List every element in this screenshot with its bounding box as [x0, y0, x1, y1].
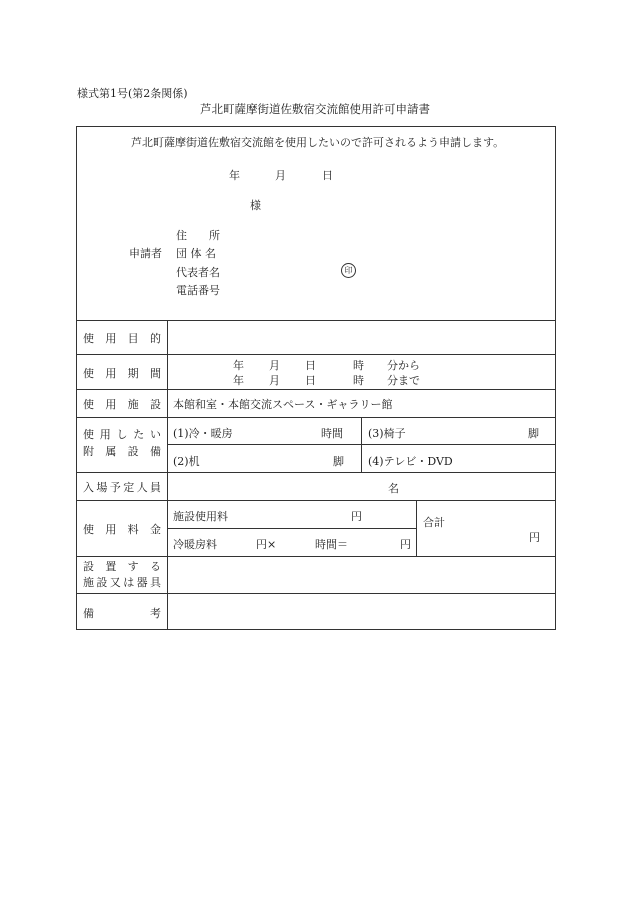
divider [77, 389, 555, 390]
form-number: 様式第1号(第2条関係) [77, 87, 188, 100]
period-from-minute: 分から [387, 359, 420, 372]
field-representative: 代表者名 [176, 266, 220, 279]
addressee-suffix: 様 [250, 199, 261, 212]
equipment-chairs: (3)椅子 [368, 427, 406, 440]
period-from-year: 年 [233, 359, 244, 372]
period-from-day: 日 [305, 359, 316, 372]
equipment-tv-dvd: (4)テレビ・DVD [368, 455, 453, 468]
application-form-table [76, 126, 556, 630]
fee-facility-label: 施設使用料 [173, 510, 228, 523]
divider [167, 528, 416, 529]
equipment-ac-unit: 時間 [321, 427, 343, 440]
remarks-label: 備考 [83, 607, 161, 620]
label-column-divider [167, 320, 168, 629]
equipment-desks-unit: 脚 [333, 455, 344, 468]
period-to-day: 日 [305, 374, 316, 387]
attendance-unit: 名 [388, 482, 399, 495]
facility-label: 使用施設 [83, 398, 161, 411]
divider [361, 417, 362, 472]
period-to-hour: 時 [353, 374, 364, 387]
purpose-label: 使用目的 [83, 332, 161, 345]
divider [77, 593, 555, 594]
fee-facility-unit: 円 [351, 510, 362, 523]
date-month-label: 月 [275, 169, 286, 182]
period-from-hour: 時 [353, 359, 364, 372]
date-year-label: 年 [229, 169, 240, 182]
application-statement: 芦北町薩摩街道佐敷宿交流館を使用したいので許可されるよう申請します。 [131, 136, 505, 149]
applicant-label: 申請者 [129, 247, 162, 260]
install-label-line2: 施設又は器具 [83, 576, 161, 589]
attendance-label: 入場予定人員 [83, 481, 161, 494]
seal-mark: 印 [341, 263, 356, 278]
divider [77, 320, 555, 321]
period-to-year: 年 [233, 374, 244, 387]
fee-label: 使用料金 [83, 523, 161, 536]
equipment-chairs-unit: 脚 [528, 427, 539, 440]
divider [77, 472, 555, 473]
document-title: 芦北町薩摩街道佐敷宿交流館使用許可申請書 [200, 102, 430, 116]
equipment-label-line2: 附属設備 [83, 445, 161, 458]
period-from-month: 月 [269, 359, 280, 372]
fee-ac-label: 冷暖房料 [173, 538, 217, 551]
equipment-desks: (2)机 [173, 455, 200, 468]
install-label-line1: 設置する [83, 560, 161, 573]
period-to-minute: 分まで [387, 374, 420, 387]
fee-total-label: 合計 [423, 516, 445, 529]
field-phone: 電話番号 [176, 284, 220, 297]
divider [77, 500, 555, 501]
fee-ac-total-unit: 円 [400, 538, 411, 551]
field-address: 住 所 [176, 229, 220, 242]
period-to-month: 月 [269, 374, 280, 387]
facility-value: 本館和室・本館交流スペース・ギャラリー館 [173, 398, 393, 411]
equipment-ac: (1)冷・暖房 [173, 427, 233, 440]
fee-total-unit: 円 [529, 531, 540, 544]
field-group-name: 団 体 名 [176, 247, 216, 260]
period-label: 使用期間 [83, 367, 161, 380]
date-day-label: 日 [322, 169, 333, 182]
divider [77, 417, 555, 418]
divider [77, 354, 555, 355]
divider [416, 500, 417, 556]
fee-ac-hours: 時間＝ [315, 538, 348, 551]
divider [77, 556, 555, 557]
fee-ac-yen: 円× [256, 538, 277, 551]
equipment-label-line1: 使用したい [83, 428, 161, 441]
